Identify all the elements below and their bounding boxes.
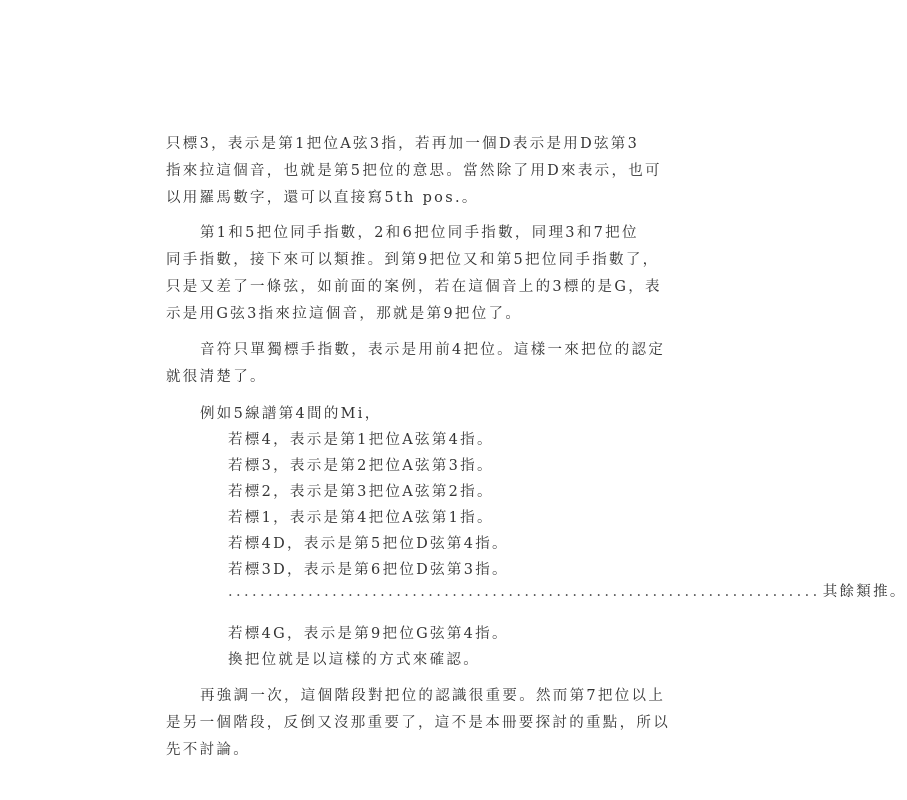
paragraph-4-line-2: 是另一個階段，反倒又沒那重要了，這不是本冊要探討的重點，所以 [166,715,670,731]
example-item: 若標4D，表示是第5把位D弦第4指。 [228,536,509,552]
example-item: 若標3D，表示是第6把位D弦第3指。 [228,562,509,578]
example-item: 若標2，表示是第3把位A弦第2指。 [228,484,494,500]
example-summary: 換把位就是以這樣的方式來確認。 [228,652,480,668]
example-item: 若標4G，表示是第9把位G弦第4指。 [228,626,509,642]
paragraph-4-line-1: 再強調一次，這個階段對把位的認識很重要。然而第7把位以上 [200,688,666,704]
leader-line [228,582,907,602]
paragraph-1-line-3: 以用羅馬數字，還可以直接寫5th pos.。 [166,190,479,206]
paragraph-3-line-1: 音符只單獨標手指數，表示是用前4把位。這樣一來把位的認定 [200,342,666,358]
example-item: 若標4，表示是第1把位A弦第4指。 [228,432,494,448]
paragraph-3-line-2: 就很清楚了。 [166,369,267,385]
example-item: 若標1，表示是第4把位A弦第1指。 [228,510,494,526]
paragraph-1-line-2: 指來拉這個音，也就是第5把位的意思。當然除了用D來表示，也可 [166,163,662,179]
leader-dots: .......................................................................... [228,584,821,600]
example-item: 若標3，表示是第2把位A弦第3指。 [228,458,494,474]
leader-text: 其餘類推。 [822,584,907,600]
paragraph-1-line-1: 只標3，表示是第1把位A弦3指，若再加一個D表示是用D弦第3 [166,136,640,152]
paragraph-4-line-3: 先不討論。 [166,742,250,758]
paragraph-2-line-3: 只是又差了一條弦，如前面的案例，若在這個音上的3標的是G，表 [166,279,662,295]
paragraph-2-line-4: 示是用G弦3指來拉這個音，那就是第9把位了。 [166,306,523,322]
example-intro: 例如5線譜第4間的Mi， [200,406,382,422]
paragraph-2-line-2: 同手指數，接下來可以類推。到第9把位又和第5把位同手指數了， [166,252,660,268]
paragraph-2-line-1: 第1和5把位同手指數，2和6把位同手指數，同理3和7把位 [200,225,639,241]
